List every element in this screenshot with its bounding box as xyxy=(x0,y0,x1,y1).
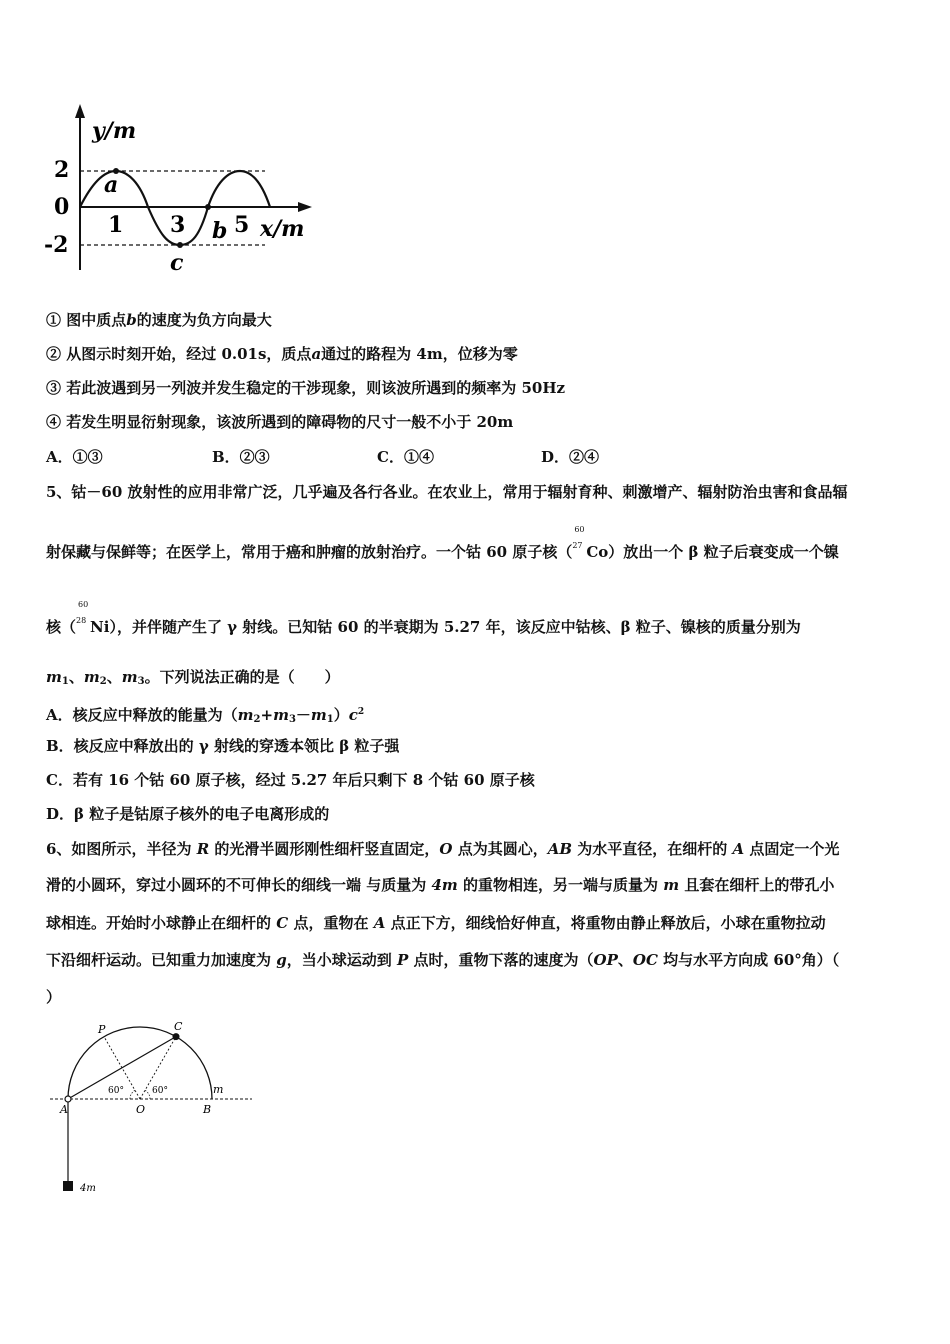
q5-line-3: 核（ 60 28 Ni），并伴随产生了 γ 射线。已知钴 60 的半衰期为 5.27 年，该反应中钴核、β 粒子、镍核的质量分别为 xyxy=(46,600,801,636)
label-c: C xyxy=(174,1020,183,1033)
label-a: A xyxy=(60,1103,68,1116)
label-p: P xyxy=(98,1023,106,1036)
y-tick-0: 0 xyxy=(54,194,70,220)
wave-graph xyxy=(40,100,330,280)
q5-line-1: 5、钴－60 放射性的应用非常广泛，几乎遍及各行各业。在农业上，常用于辐射育种、刺激增产、辐射防治虫害和食品辐 xyxy=(46,483,848,501)
angle-label-left: 60° xyxy=(108,1086,124,1096)
angle-arc-right xyxy=(145,1090,150,1099)
y-tick-neg2: -2 xyxy=(44,232,69,258)
q5-line-4: $m_1$、$m_2$、$m_3$。下列说法正确的是（ ） xyxy=(46,668,340,687)
cobalt-isotope: 60 27 xyxy=(572,525,585,550)
label-c: c xyxy=(170,250,184,276)
q5-option-a[interactable]: A．核反应中释放的能量为$(m_2+m_3-m_1)c^2$ xyxy=(46,706,365,725)
x-tick-1: 1 xyxy=(108,212,124,238)
label-a: a xyxy=(104,172,119,198)
q6-line-5: ） xyxy=(46,988,62,1006)
semicircle-rod xyxy=(68,1027,212,1099)
q5-line-2: 射保藏与保鲜等；在医学上，常用于癌和肿瘤的放射治疗。一个钴 60 原子核（ 60 27 Co）放出一个 β 粒子后衰变成一个镍 xyxy=(46,525,839,561)
y-tick-2: 2 xyxy=(54,157,70,183)
q6-line-1: 6、如图所示，半径为 R 的光滑半圆形刚性细杆竖直固定，O 点为其圆心，AB 为水平直径，在细杆的 A 点固定一个光 xyxy=(46,840,840,858)
weight-block xyxy=(63,1181,73,1191)
ring-at-a xyxy=(65,1096,71,1102)
x-tick-3: 3 xyxy=(170,212,186,238)
y-axis-arrow-icon xyxy=(75,104,85,118)
semicircle-figure xyxy=(40,1015,270,1200)
q6-line-3: 球相连。开始时小球静止在细杆的 C 点，重物在 A 点正下方，细线恰好伸直，将重物由静止释放后，小球在重物拉动 xyxy=(46,914,826,932)
x-tick-5: 5 xyxy=(234,212,250,238)
label-m: m xyxy=(213,1083,224,1096)
x-axis-label: x/m xyxy=(260,216,305,242)
statement-1: ① 图中质点b的速度为负方向最大 xyxy=(46,311,272,329)
q6-line-2: 滑的小圆环，穿过小圆环的不可伸长的细线一端 与质量为 4m 的重物相连，另一端与质量为 m 且套在细杆上的带孔小 xyxy=(46,876,835,894)
q4-option-a[interactable]: A．①③ xyxy=(46,448,103,466)
q6-line-4: 下沿细杆运动。已知重力加速度为 g，当小球运动到 P 点时，重物下落的速度为（OP、OC 均与水平方向成 60°角）（ xyxy=(46,951,840,969)
label-o: O xyxy=(136,1103,146,1116)
x-axis-arrow-icon xyxy=(298,202,312,212)
statement-2: ② 从图示时刻开始，经过 0.01s，质点a通过的路程为 4m，位移为零 xyxy=(46,345,518,363)
y-axis-label: y/m xyxy=(92,118,137,144)
q5-option-c[interactable]: C．若有 16 个钴 60 原子核，经过 5.27 年后只剩下 8 个钴 60 原子核 xyxy=(46,771,535,789)
q5-option-b[interactable]: B．核反应中释放出的 γ 射线的穿透本领比 β 粒子强 xyxy=(46,737,400,755)
q4-option-c[interactable]: C．①④ xyxy=(377,448,434,466)
label-b: b xyxy=(212,218,228,244)
point-b xyxy=(205,204,211,210)
statement-4: ④ 若发生明显衍射现象，该波所遇到的障碍物的尺寸一般不小于 20m xyxy=(46,413,514,431)
ball-at-c xyxy=(173,1033,180,1040)
q5-option-d[interactable]: D．β 粒子是钴原子核外的电子电离形成的 xyxy=(46,805,330,823)
point-c xyxy=(177,242,183,248)
q4-option-b[interactable]: B．②③ xyxy=(212,448,270,466)
q4-option-d[interactable]: D．②④ xyxy=(541,448,600,466)
nickel-isotope: 60 28 xyxy=(76,600,89,625)
statement-3: ③ 若此波遇到另一列波并发生稳定的干涉现象，则该波所遇到的频率为 50Hz xyxy=(46,379,566,397)
angle-label-right: 60° xyxy=(152,1086,168,1096)
label-4m: 4m xyxy=(80,1183,96,1194)
angle-arc-left xyxy=(130,1090,135,1099)
label-b: B xyxy=(203,1103,212,1116)
